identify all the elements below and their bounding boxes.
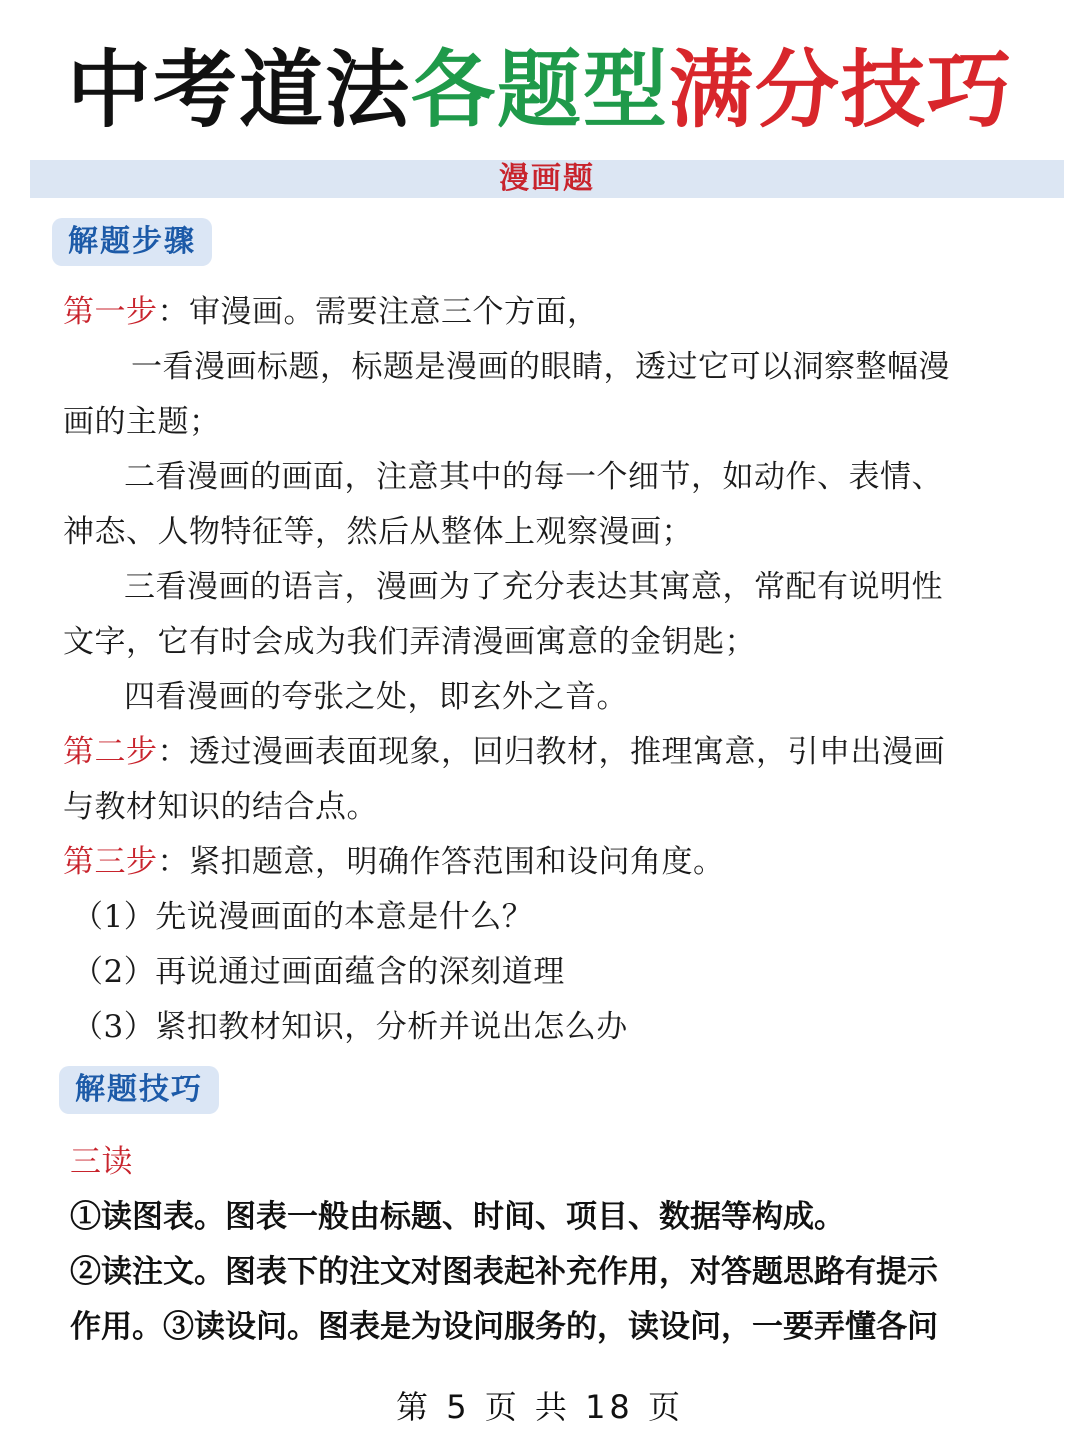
step2-line	[63, 732, 1023, 772]
step3-item-3: （3）紧扣教材知识，分析并说出怎么办	[72, 1009, 628, 1045]
title-part-green: 各题型	[410, 41, 669, 139]
step1-point-2: 二看漫画的画面，注意其中的每一个细节，如动作、表情、	[124, 459, 943, 495]
page-title	[0, 40, 1080, 140]
step2-cont: 与教材知识的结合点。	[63, 789, 378, 825]
tips-heading-badge: 解题技巧	[59, 1066, 219, 1114]
tips-subheading: 三读	[70, 1144, 133, 1180]
steps-heading-badge: 解题步骤	[52, 218, 212, 266]
step1-point-1: 一看漫画标题，标题是漫画的眼睛，透过它可以洞察整幅漫	[131, 349, 950, 385]
section-title: 漫画题	[499, 161, 595, 196]
page-number: 第 5 页 共 18 页	[396, 1388, 684, 1426]
step1-point-2-cont: 神态、人物特征等，然后从整体上观察漫画；	[63, 514, 693, 550]
tips-line-3: 作用。③读设问。图表是为设问服务的，读设问，一要弄懂各问	[70, 1309, 938, 1345]
step1-point-3: 三看漫画的语言，漫画为了充分表达其寓意，常配有说明性	[124, 569, 943, 605]
step1-line	[63, 292, 1023, 332]
step1-point-4: 四看漫画的夸张之处，即玄外之音。	[124, 679, 628, 715]
step3-label: 第三步	[63, 844, 158, 880]
step1-point-1-cont: 画的主题；	[63, 404, 221, 440]
step1-text: ：审漫画。需要注意三个方面，	[157, 294, 599, 330]
title-part-red: 满分技巧	[669, 41, 1014, 139]
step3-item-2: （2）再说通过画面蕴含的深刻道理	[72, 954, 565, 990]
step1-label: 第一步	[63, 294, 158, 330]
tips-line-2: ②读注文。图表下的注文对图表起补充作用，对答题思路有提示	[70, 1254, 938, 1290]
step2-label: 第二步	[63, 734, 158, 770]
step2-text: ：透过漫画表面现象，回归教材，推理寓意，引申出漫画	[157, 734, 945, 770]
step3-text: ：紧扣题意，明确作答范围和设问角度。	[157, 844, 725, 880]
step3-item-1: （1）先说漫画面的本意是什么？	[72, 899, 534, 935]
step1-point-3-cont: 文字，它有时会成为我们弄清漫画寓意的金钥匙；	[63, 624, 756, 660]
tips-line-1: ①读图表。图表一般由标题、时间、项目、数据等构成。	[70, 1199, 845, 1235]
step3-line	[63, 842, 1023, 882]
section-header-bar	[30, 160, 1064, 198]
title-part-black: 中考道法	[66, 41, 411, 139]
